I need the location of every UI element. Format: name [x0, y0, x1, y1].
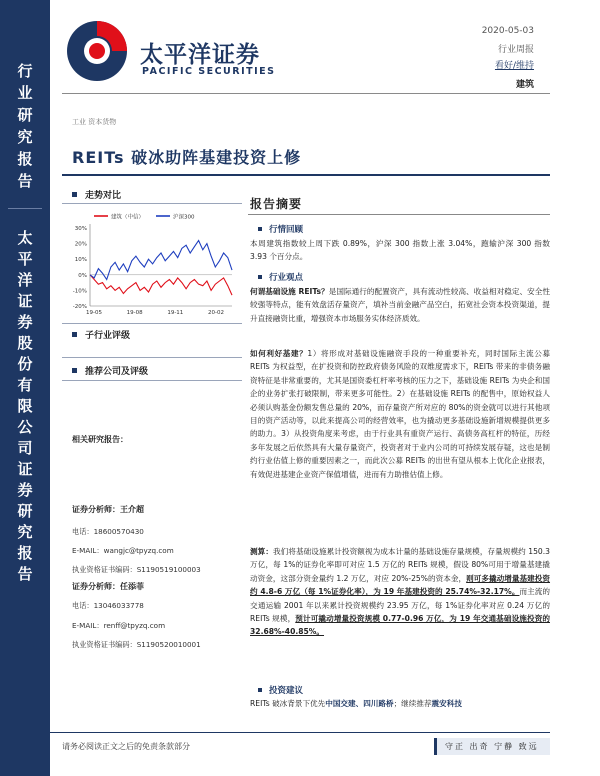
paragraph-reits-definition: 何谓基础设施 REITs？是国际通行的配置资产，具有流动性较高、收益相对稳定、安全性较强等特点，能有效盘活存量资产，填补当前金融产品空白，拓宽社会资本投资渠道，提升直接融资比重，增强资本市场服务实体经济质效。 — [250, 287, 550, 323]
report-date: 2020-05-03 — [481, 26, 534, 36]
analyst-2-cert: 执业资格证书编码：S1190520010001 — [72, 640, 201, 649]
x-tick-label: 19-08 — [126, 310, 143, 316]
company-motto: 守正 出奇 宁静 致远 — [434, 738, 550, 755]
analyst-1-name: 证券分析师：王介超 — [72, 505, 144, 514]
analyst-1-email[interactable]: E-MAIL：wangjc@tpyzq.com — [72, 546, 174, 555]
legend-label: 建筑（中信） — [111, 214, 145, 221]
trend-heading: 走势对比 — [72, 188, 121, 201]
sector-label: 建筑 — [515, 80, 534, 90]
bullet-square-icon — [72, 368, 77, 373]
series-line — [90, 241, 232, 280]
sidebar-divider — [8, 208, 42, 209]
bullet-square-icon — [258, 227, 262, 231]
analyst-1-cert: 执业资格证书编码：S1190519100003 — [72, 565, 201, 574]
company-name-cn: 太平洋证券 — [140, 42, 260, 68]
sidebar-company-label: 太平洋证券股份有限公司证券研究报告 — [17, 229, 33, 583]
report-title: REITs 破冰助阵基建投资上修 — [72, 148, 302, 167]
y-tick-label: -20% — [72, 304, 87, 310]
investment-advice-heading: 投资建议 — [258, 684, 303, 696]
paragraph-infrastructure-benefit: 如何利好基建？1）将形成对基础设施融资手段的一种重要补充，同时国际主流公募 REITs 为权益型，在扩投资和防控政府债务风险的双维度需求下，REITs 带来的非债务融资特征是非常重要的，尤其是国资委杠杆率考核的压力之下，基础设施 REITs 为央企和国企的业务扩张打破限制，带来更多可能性。2）在基础设施 REITs 的配售中，原始权益人必须认购基金份额发售总量的 20%，而存量资产所对应的 80%的资金就可以进行其他项目的资产活动等，以此来提高公司的经营效率，也为撬动更多基础设施新增规模提供更多的助力。3）从投资角度来考虑，由于行业具有重资产运行、高债务高杠杆的特征，历经多年发展之后依然具有大量存量资产，投资者对于业内公司的可持续发展存疑，这也是制约行业估值上修的重要因素之一，而此次公募 REITs 的出世有望从根本上优化企业报表，有效促进基建企业资产保值增值，进而有力助推估值上修。 — [250, 349, 551, 479]
analyst-2-phone: 电话：13046033778 — [72, 601, 144, 610]
company-name-en: PACIFIC SECURITIES — [142, 66, 276, 77]
x-tick-label: 20-02 — [208, 310, 224, 316]
industry-rating: 看好/维持 — [494, 61, 534, 71]
footer-divider — [50, 732, 550, 733]
series-line — [90, 275, 232, 295]
y-tick-label: 0% — [78, 272, 87, 279]
section-divider — [62, 203, 242, 204]
section-divider — [62, 323, 242, 324]
disclaimer-note[interactable]: 请务必阅读正文之后的免责条款部分 — [62, 742, 190, 751]
bullet-square-icon — [72, 332, 77, 337]
bullet-square-icon — [72, 192, 77, 197]
summary-heading: 报告摘要 — [250, 197, 303, 211]
investment-advice-text: REITs 破冰背景下优先中国交建、四川路桥；继续推荐震安科技 — [250, 699, 462, 708]
title-divider — [62, 174, 550, 176]
report-type: 行业周报 — [497, 45, 534, 55]
analyst-2-email[interactable]: E-MAIL：renff@tpyzq.com — [72, 621, 166, 630]
section-divider — [62, 357, 242, 358]
market-review-text: 本周建筑指数较上周下跌 0.89%，沪深 300 指数上涨 3.04%，跑输沪深 300 指数 3.93 个百分点。 — [250, 239, 550, 262]
summary-divider — [248, 214, 550, 215]
market-review-heading: 行情回顾 — [258, 223, 303, 235]
analyst-1-phone: 电话：18600570430 — [72, 527, 144, 536]
paragraph-estimation: 测算：我们将基础设施累计投资额视为成本计量的基础设施存量规模，存量规模约 150.3 万亿，每 1%的证券化率即可对应 1.5 万亿的 REITs 规模，假设 80%可用于增量基建撬动资金，这部分资金量约 1.2 万亿，对应 20%-25%的资本金，则可多撬动增量基建投资约 4.8-6 万亿（每 1%证券化率），为 19 年基建投资的 25.74%-32.17%。而主流的交通运输 2001 年以来累计投资规模约 23.95 万亿，每 1%证券化率对应 0.24 万亿的 REITs 规模，预计可撬动增量投资规模 0.77-0.96 万亿，为 19 年交通基础设施投资的 32.68%-40.85%。 — [250, 547, 551, 637]
y-tick-label: 20% — [74, 241, 87, 248]
stock-pick-heading: 推荐公司及评级 — [72, 364, 148, 377]
sub-rating-heading: 子行业评级 — [72, 328, 130, 341]
y-tick-label: -10% — [72, 288, 87, 295]
bullet-square-icon — [258, 275, 262, 279]
y-tick-label: 10% — [74, 257, 87, 264]
header-divider — [62, 93, 550, 94]
bullet-square-icon — [258, 688, 262, 692]
company-logo-icon — [62, 16, 132, 86]
y-tick-label: 30% — [74, 226, 87, 232]
analyst-2-name: 证券分析师：任添菲 — [72, 582, 144, 591]
sidebar-report-category: 行业研究报告 — [17, 62, 33, 190]
x-tick-label: 19-05 — [86, 310, 102, 316]
industry-tag: 工业 资本货物 — [72, 118, 117, 126]
x-tick-label: 19-11 — [167, 310, 184, 316]
trend-chart — [64, 210, 236, 320]
legend-label: 沪深300 — [173, 214, 195, 221]
related-reports-heading: 相关研究报告： — [72, 435, 128, 444]
industry-view-heading: 行业观点 — [258, 271, 303, 283]
section-divider — [62, 380, 242, 381]
